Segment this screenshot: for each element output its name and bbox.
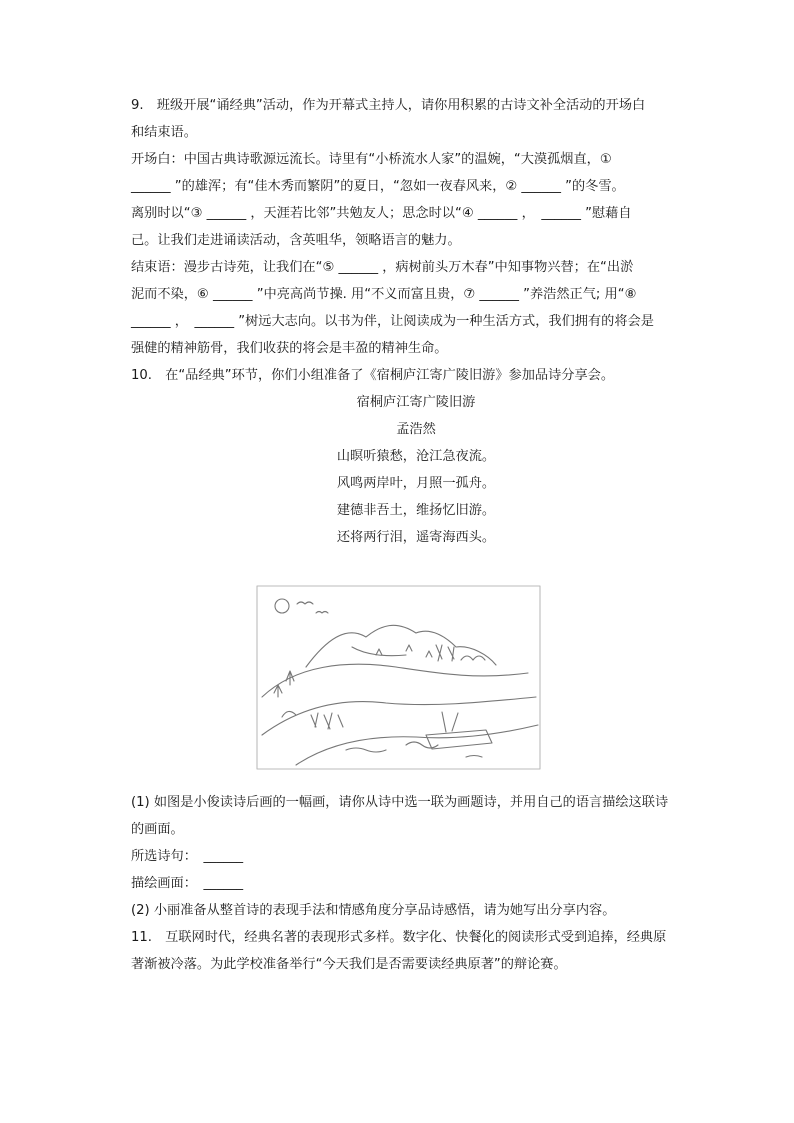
q9-line: ______ ”的雄浑；有“佳木秀而繁阴”的夏日，“忽如一夜春风来，② ______ ”的冬雪。 bbox=[131, 179, 625, 194]
selected-verse-field: 所选诗句： ______ bbox=[131, 849, 244, 864]
poem-title: 宿桐庐江寄广陵旧游 bbox=[356, 395, 476, 410]
q9-line: 和结束语。 bbox=[131, 125, 197, 140]
q10-sub1-cont: 的画面。 bbox=[131, 822, 184, 837]
poem-line: 山暝听猿愁，沧江急夜流。 bbox=[336, 449, 496, 464]
poem-line: 还将两行泪，遥寄海西头。 bbox=[336, 530, 496, 545]
q11-line: 著渐被冷落。为此学校准备举行“今天我们是否需要读经典原著”的辩论赛。 bbox=[131, 957, 567, 972]
landscape-sketch-image bbox=[256, 585, 541, 770]
q11-line: 11. 互联网时代，经典名著的表现形式多样。数字化、快餐化的阅读形式受到追捧，经典原 bbox=[131, 930, 667, 945]
q9-line: 9. 班级开展“诵经典”活动，作为开幕式主持人，请你用积累的古诗文补全活动的开场白 bbox=[131, 98, 646, 113]
poem-author: 孟浩然 bbox=[396, 422, 436, 437]
q9-line: 己。让我们走进诵读活动，含英咀华，领略语言的魅力。 bbox=[131, 233, 461, 248]
poem-line: 建德非吾土，维扬忆旧游。 bbox=[336, 503, 496, 518]
q9-line: 结束语：漫步古诗苑，让我们在“⑤ ______ ，病树前头万木春”中知事物兴替；在“出淤 bbox=[131, 260, 634, 275]
q9-line: 开场白：中国古典诗歌源远流长。诗里有“小桥流水人家”的温婉，“大漠孤烟直，① bbox=[131, 152, 612, 167]
describe-scene-field: 描绘画面： ______ bbox=[131, 876, 244, 891]
q9-line: 强健的精神筋骨，我们收获的将会是丰盈的精神生命。 bbox=[131, 341, 448, 356]
q9-line: ______ ， ______ ”树远大志向。以书为伴，让阅读成为一种生活方式，我们拥有的将会是 bbox=[131, 314, 654, 329]
question-10-11-text bbox=[131, 789, 701, 978]
q9-line: 离别时以“③ ______ ，天涯若比邻”共勉友人；思念时以“④ ______ ， ______ ”慰藉自 bbox=[131, 206, 632, 221]
poem-line: 风鸣两岸叶，月照一孤舟。 bbox=[336, 476, 496, 491]
question-9-10-text bbox=[131, 92, 701, 551]
q10-intro: 10. 在“品经典”环节，你们小组准备了《宿桐庐江寄广陵旧游》参加品诗分享会。 bbox=[131, 368, 615, 383]
q10-sub2: (2) 小丽准备从整首诗的表现手法和情感角度分享品诗感悟，请为她写出分享内容。 bbox=[131, 903, 616, 918]
q9-line: 泥而不染，⑥ ______ ”中亮高尚节操. 用“不义而富且贵，⑦ ______ ”养浩然正气; 用“⑧ bbox=[131, 287, 637, 302]
q10-sub1: (1) 如图是小俊读诗后画的一幅画，请你从诗中选一联为画题诗，并用自己的语言描绘这联诗 bbox=[131, 795, 669, 810]
